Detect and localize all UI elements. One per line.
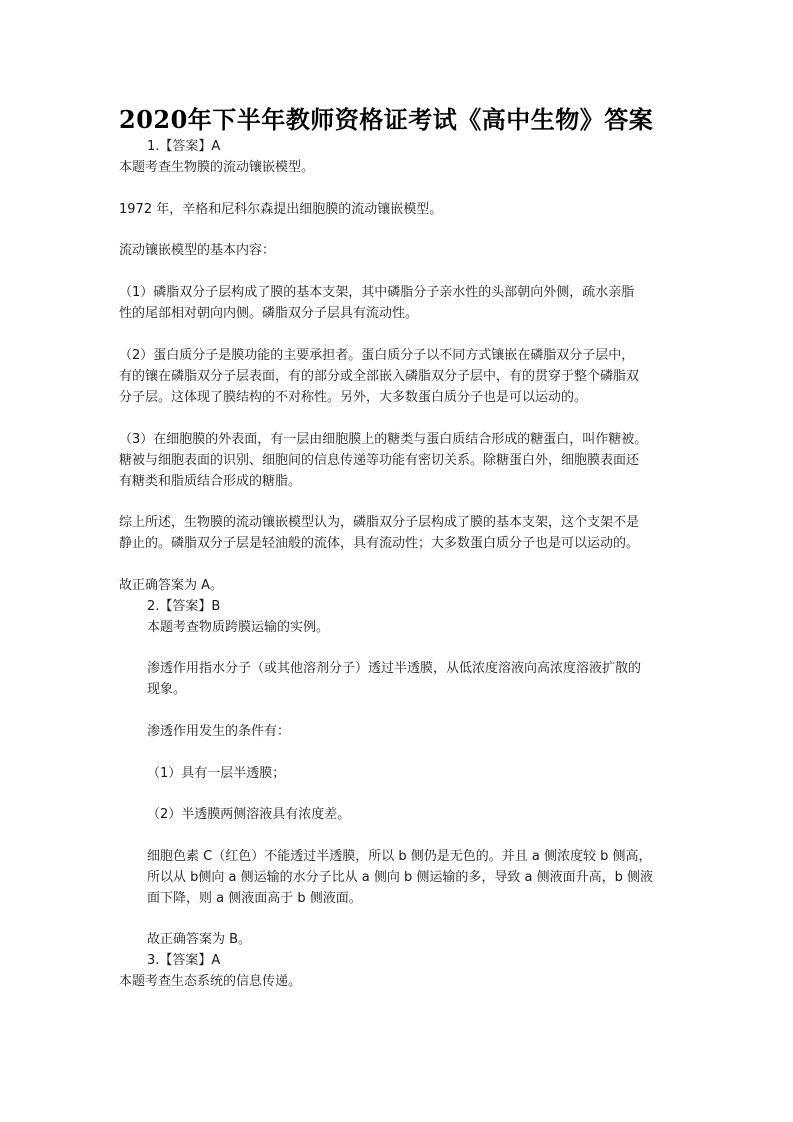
q2-paragraph-2-line-1: 渗透作用指水分子（或其他溶剂分子）透过半透膜，从低浓度溶液向高浓度溶液扩散的 [147, 661, 642, 676]
q1-paragraph-6-line-3: 有糖类和脂质结合形成的糖脂。 [119, 474, 302, 489]
q2-paragraph-3: 渗透作用发生的条件有： [147, 724, 291, 739]
q2-paragraph-4: （1）具有一层半透膜； [147, 766, 286, 781]
q1-paragraph-6-line-2: 糖被与细胞表面的识别、细胞间的信息传递等功能有密切关系。除糖蛋白外，细胞膜表面还 [119, 453, 640, 468]
q1-paragraph-3: 流动镶嵌模型的基本内容： [119, 243, 276, 258]
document-title: 2020年下半年教师资格证考试《高中生物》答案 [119, 105, 654, 134]
q1-paragraph-5-line-1: （2）蛋白质分子是膜功能的主要承担者。蛋白质分子以不同方式镶嵌在磷脂双分子层中， [119, 348, 635, 363]
q2-conclusion: 故正确答案为 B。 [147, 932, 252, 947]
q1-paragraph-5-line-2: 有的镶在磷脂双分子层表面，有的部分或全部嵌入磷脂双分子层中，有的贯穿于整个磷脂双 [119, 369, 640, 384]
q1-paragraph-7-line-2: 静止的。磷脂双分子层是轻油般的流体，具有流动性；大多数蛋白质分子也是可以运动的。 [119, 536, 640, 551]
q2-paragraph-6-line-2: 所以从 b侧向 a 侧运输的水分子比从 a 侧向 b 侧运输的多，导致 a 侧液面升高，b 侧液 [147, 870, 653, 885]
q1-paragraph-1: 本题考查生物膜的流动镶嵌模型。 [119, 160, 315, 175]
q2-paragraph-5: （2）半透膜两侧溶液具有浓度差。 [147, 807, 351, 822]
q2-paragraph-6-line-3: 面下降，则 a 侧液面高于 b 侧液面。 [147, 891, 362, 906]
q2-answer: 2.【答案】B [147, 599, 221, 614]
q1-paragraph-4-line-2: 性的尾部相对朝向内侧。磷脂双分子层具有流动性。 [119, 306, 419, 321]
q1-paragraph-5-line-3: 分子层。这体现了膜结构的不对称性。另外，大多数蛋白质分子也是可以运动的。 [119, 390, 588, 405]
q2-paragraph-1: 本题考查物质跨膜运输的实例。 [147, 620, 330, 635]
q1-paragraph-6-line-1: （3）在细胞膜的外表面，有一层由细胞膜上的糖类与蛋白质结合形成的糖蛋白，叫作糖被。 [119, 432, 648, 447]
q1-answer: 1.【答案】A [147, 139, 221, 154]
q2-paragraph-6-line-1: 细胞色素 C（红色）不能透过半透膜，所以 b 侧仍是无色的。并且 a 侧浓度较 b 侧高， [147, 849, 652, 864]
q2-paragraph-2-line-2: 现象。 [147, 682, 187, 697]
q3-answer: 3.【答案】A [147, 953, 221, 968]
q1-paragraph-4-line-1: （1）磷脂双分子层构成了膜的基本支架，其中磷脂分子亲水性的头部朝向外侧，疏水亲脂 [119, 285, 635, 300]
q1-paragraph-7-line-1: 综上所述，生物膜的流动镶嵌模型认为，磷脂双分子层构成了膜的基本支架，这个支架不是 [119, 515, 640, 530]
q3-paragraph-1: 本题考查生态系统的信息传递。 [119, 974, 302, 989]
q1-paragraph-2: 1972 年，辛格和尼科尔森提出细胞膜的流动镶嵌模型。 [119, 202, 443, 217]
q1-conclusion: 故正确答案为 A。 [119, 578, 224, 593]
